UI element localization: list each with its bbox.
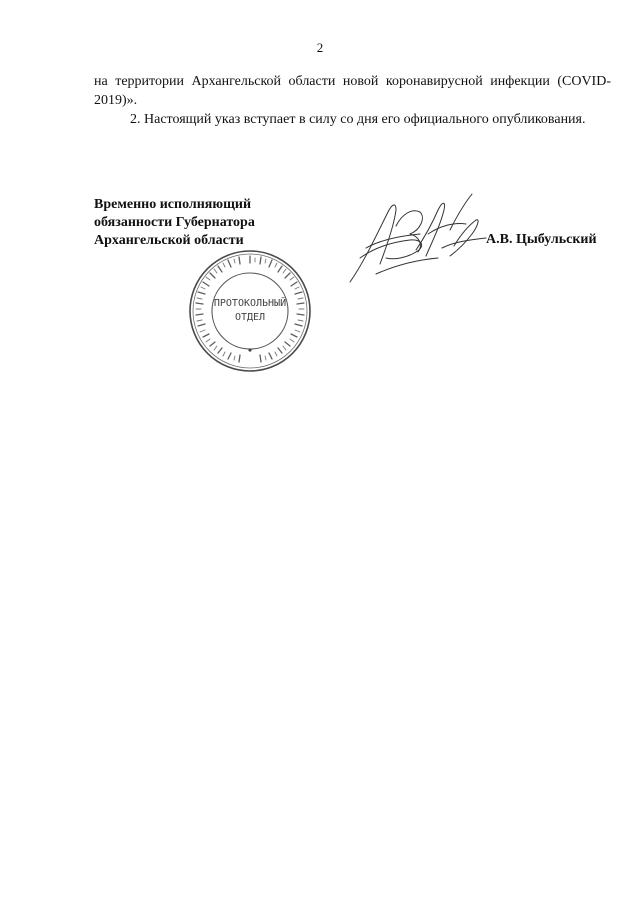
seal-text-line-1: ПРОТОКОЛЬНЫЙ (213, 298, 287, 309)
paragraph-continuation: на территории Архангельской области новой коронавирусной инфекции (COVID-2019)». (94, 74, 611, 108)
signer-title-line-3: Архангельской области (94, 233, 244, 248)
signer-title-line-1: Временно исполняющий (94, 197, 252, 212)
signer-name: А.В. Цыбульский (486, 232, 597, 247)
handwritten-signature (346, 186, 492, 290)
paragraph-effective-date: 2. Настоящий указ вступает в силу со дня его официального опубликования. (130, 112, 586, 127)
signer-title (94, 196, 255, 250)
signer-title-line-2: обязанности Губернатора (94, 215, 255, 230)
seal-text-line-2: ОТДЕЛ (234, 312, 266, 323)
page-number: 2 (316, 40, 324, 55)
official-seal (181, 246, 319, 376)
